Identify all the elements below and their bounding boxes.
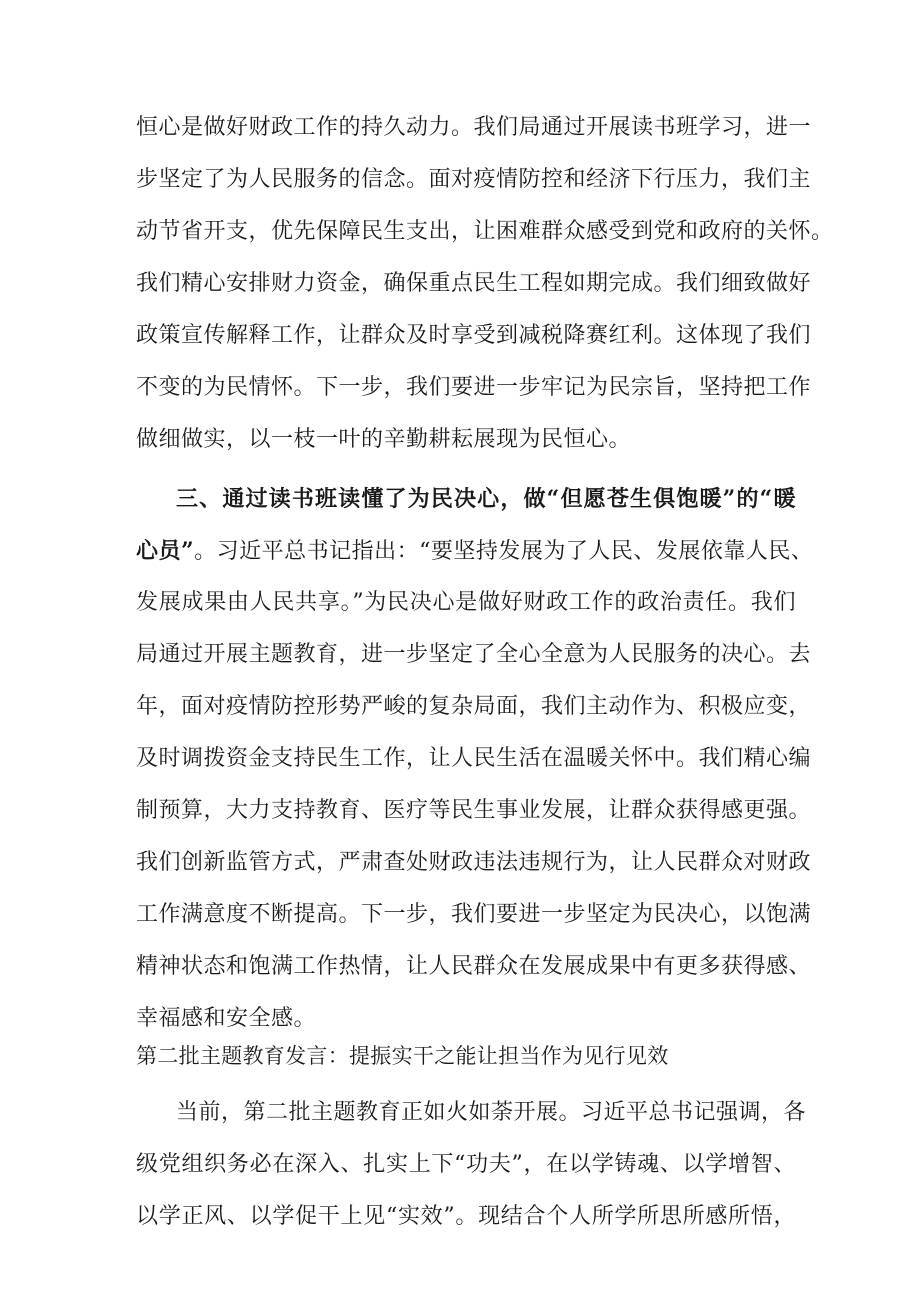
document-heading: 第二批主题教育发言：提振实干之能让担当作为见行见效 [136, 1044, 669, 1068]
paragraph-line: 步坚定了为人民服务的信念。面对疫情防控和经济下行压力，我们主 [136, 167, 812, 192]
paragraph-text: 。习近平总书记指出：“要坚持发展为了人民、发展依靠人民、 [194, 539, 814, 564]
paragraph-line: 不变的为民情怀。下一步，我们要进一步牢记为民宗旨，坚持把工作 [136, 375, 812, 400]
paragraph-line: 恒心是做好财政工作的持久动力。我们局通过开展读书班学习，进一 [136, 115, 812, 140]
paragraph-line: 我们精心安排财力资金，确保重点民生工程如期完成。我们细致做好 [136, 271, 812, 296]
paragraph-line: 精神状态和饱满工作热情，让人民群众在发展成果中有更多获得感、 [136, 954, 812, 979]
paragraph-line: 工作满意度不断提高。下一步，我们要进一步坚定为民决心，以饱满 [136, 902, 812, 927]
paragraph-line: 级党组织务必在深入、扎实上下“功夫”，在以学铸魂、以学增智、 [136, 1152, 796, 1177]
paragraph-line: 及时调拨资金支持民生工作，让人民生活在温暖关怀中。我们精心编 [136, 746, 812, 771]
paragraph-line: 动节省开支，优先保障民生支出，让困难群众感受到党和政府的关怀。 [136, 219, 834, 244]
paragraph-line: 发展成果由人民共享。”为民决心是做好财政工作的政治责任。我们 [136, 590, 796, 615]
paragraph-line: 年，面对疫情防控形势严峻的复杂局面，我们主动作为、积极应变， [136, 694, 812, 719]
paragraph-line: 做细做实，以一枝一叶的辛勤耕耘展现为民恒心。 [136, 427, 632, 452]
paragraph-line: 政策宣传解释工作，让群众及时享受到减税降赛红利。这体现了我们 [136, 323, 812, 348]
paragraph-line [136, 536, 814, 566]
paragraph-line: 局通过开展主题教育，进一步坚定了全心全意为人民服务的决心。去 [136, 642, 812, 667]
paragraph-line: 以学正风、以学促干上见“实效”。现结合个人所学所思所感所悟， [136, 1204, 796, 1229]
paragraph-line: 当前，第二批主题教育正如火如荼开展。习近平总书记强调，各 [176, 1100, 807, 1125]
section-heading-line: 三、通过读书班读懂了为民决心，做“但愿苍生俱饱暖”的“暖 [176, 486, 796, 512]
paragraph-line: 幸福感和安全感。 [136, 1006, 317, 1031]
paragraph-line: 我们创新监管方式，严肃查处财政违法违规行为，让人民群众对财政 [136, 850, 812, 875]
section-heading-cont: 心员” [136, 538, 195, 564]
paragraph-line: 制预算，大力支持教育、医疗等民生事业发展，让群众获得感更强。 [136, 798, 812, 823]
